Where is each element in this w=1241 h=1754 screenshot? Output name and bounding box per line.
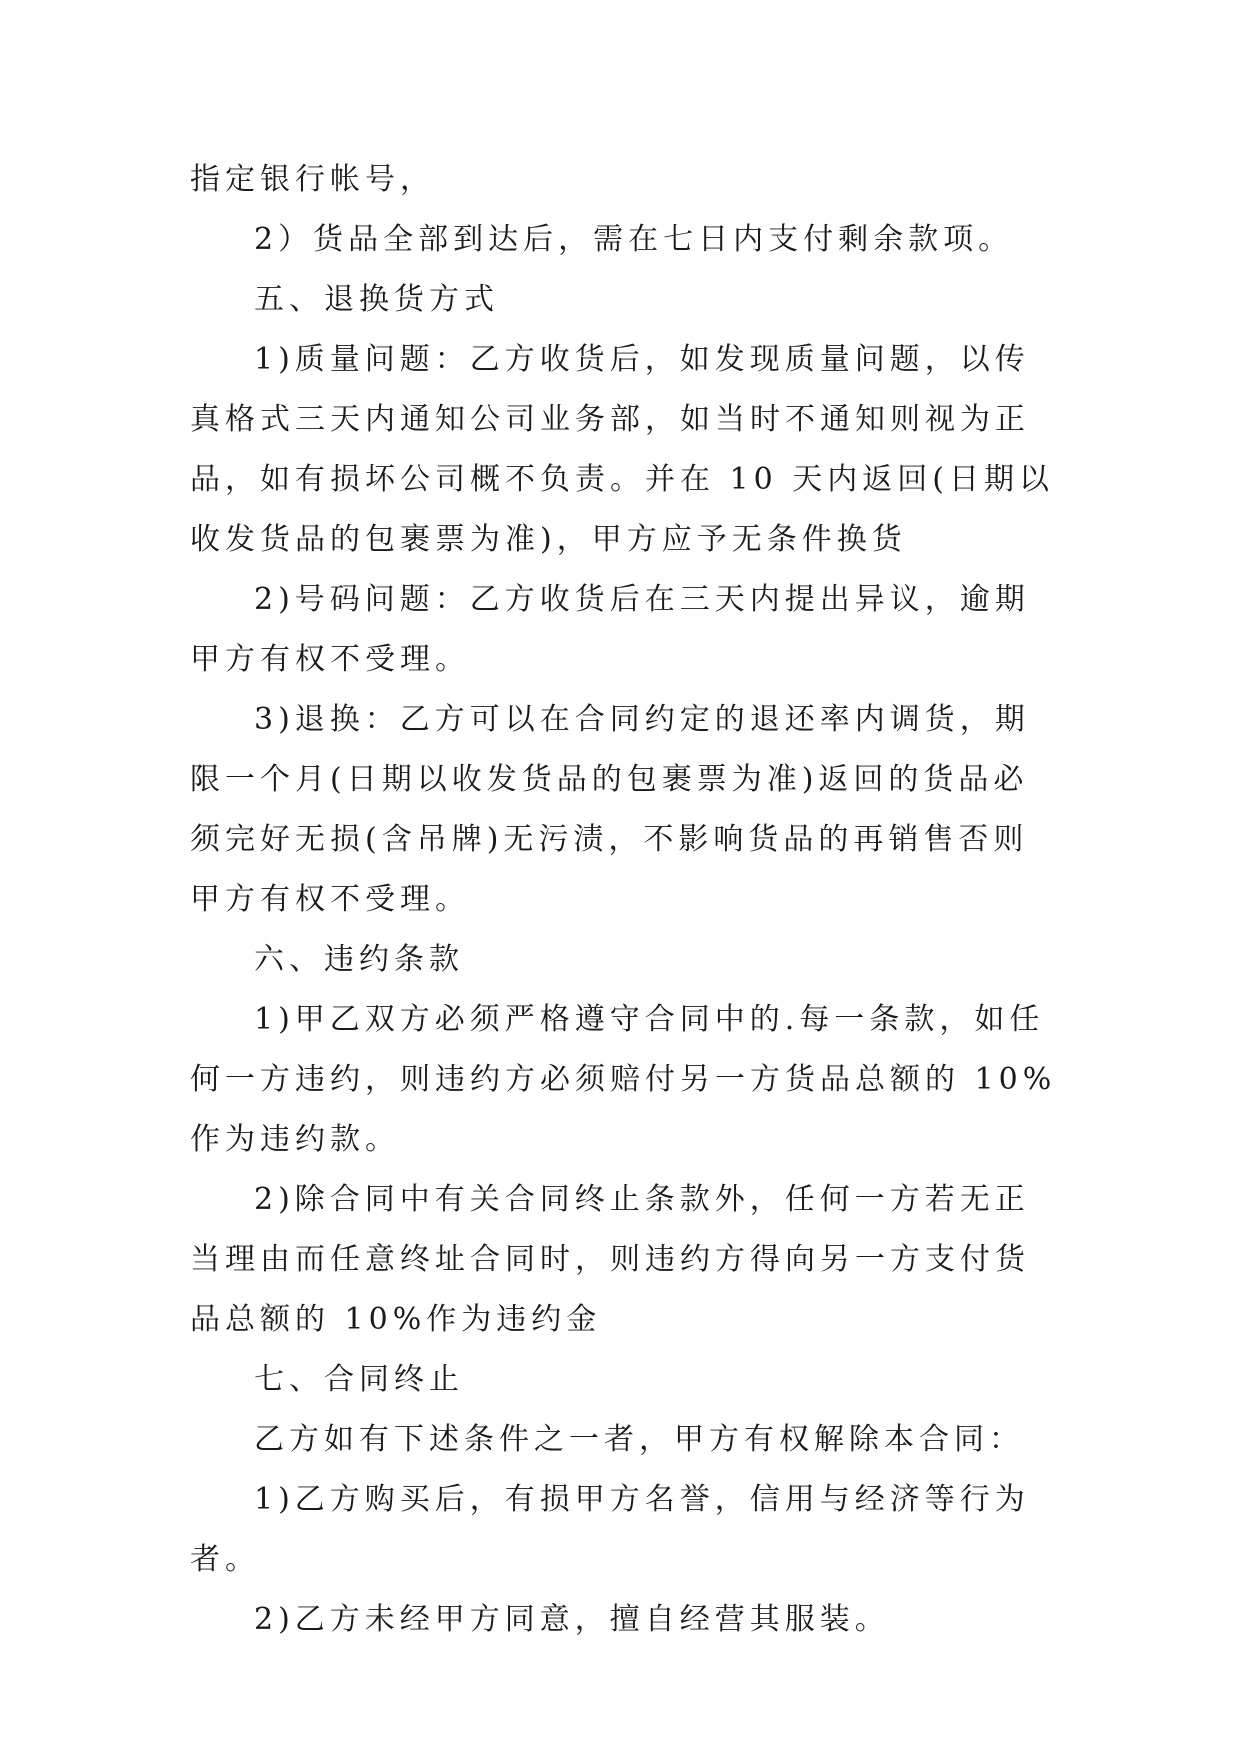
paragraph-size-issue: 2)号码问题：乙方收货后在三天内提出异议，逾期甲方有权不受理。 [190,582,1030,677]
paragraph-quality-issue: 1)质量问题：乙方收货后，如发现质量问题，以传真格式三天内通知公司业务部，如当时不通知则视为正品，如有损坏公司概不负责。并在 10 天内返回(日期以收发货品的包裹票为准)，甲方应予无条件换货 [190,342,1054,557]
document-body [190,150,1060,1650]
paragraph-termination-conditions: 乙方如有下述条件之一者，甲方有权解除本合同： [254,1422,1024,1457]
paragraph-condition-unauthorized: 2)乙方未经甲方同意，擅自经营其服装。 [254,1602,890,1637]
section-heading-termination: 七、合同终止 [254,1362,464,1397]
paragraph-bank-account: 指定银行帐号， [190,162,435,197]
paragraph-payment-remainder: 2）货品全部到达后，需在七日内支付剩余款项。 [254,222,1014,257]
paragraph-termination-penalty: 2)除合同中有关合同终止条款外，任何一方若无正当理由而任意终址合同时，则违约方得向另一方支付货品总额的 10%作为违约金 [190,1182,1030,1337]
paragraph-breach-penalty: 1)甲乙双方必须严格遵守合同中的.每一条款，如任何一方违约，则违约方必须赔付另一方货品总额的 10%作为违约款。 [190,1002,1057,1157]
section-heading-breach: 六、违约条款 [254,942,464,977]
paragraph-condition-reputation: 1)乙方购买后，有损甲方名誉，信用与经济等行为者。 [190,1482,1030,1577]
paragraph-exchange: 3)退换：乙方可以在合同约定的退还率内调货，期限一个月(日期以收发货品的包裹票为准)返回的货品必须完好无损(含吊牌)无污渍，不影响货品的再销售否则甲方有权不受理。 [190,702,1030,917]
section-heading-returns: 五、退换货方式 [254,282,499,317]
